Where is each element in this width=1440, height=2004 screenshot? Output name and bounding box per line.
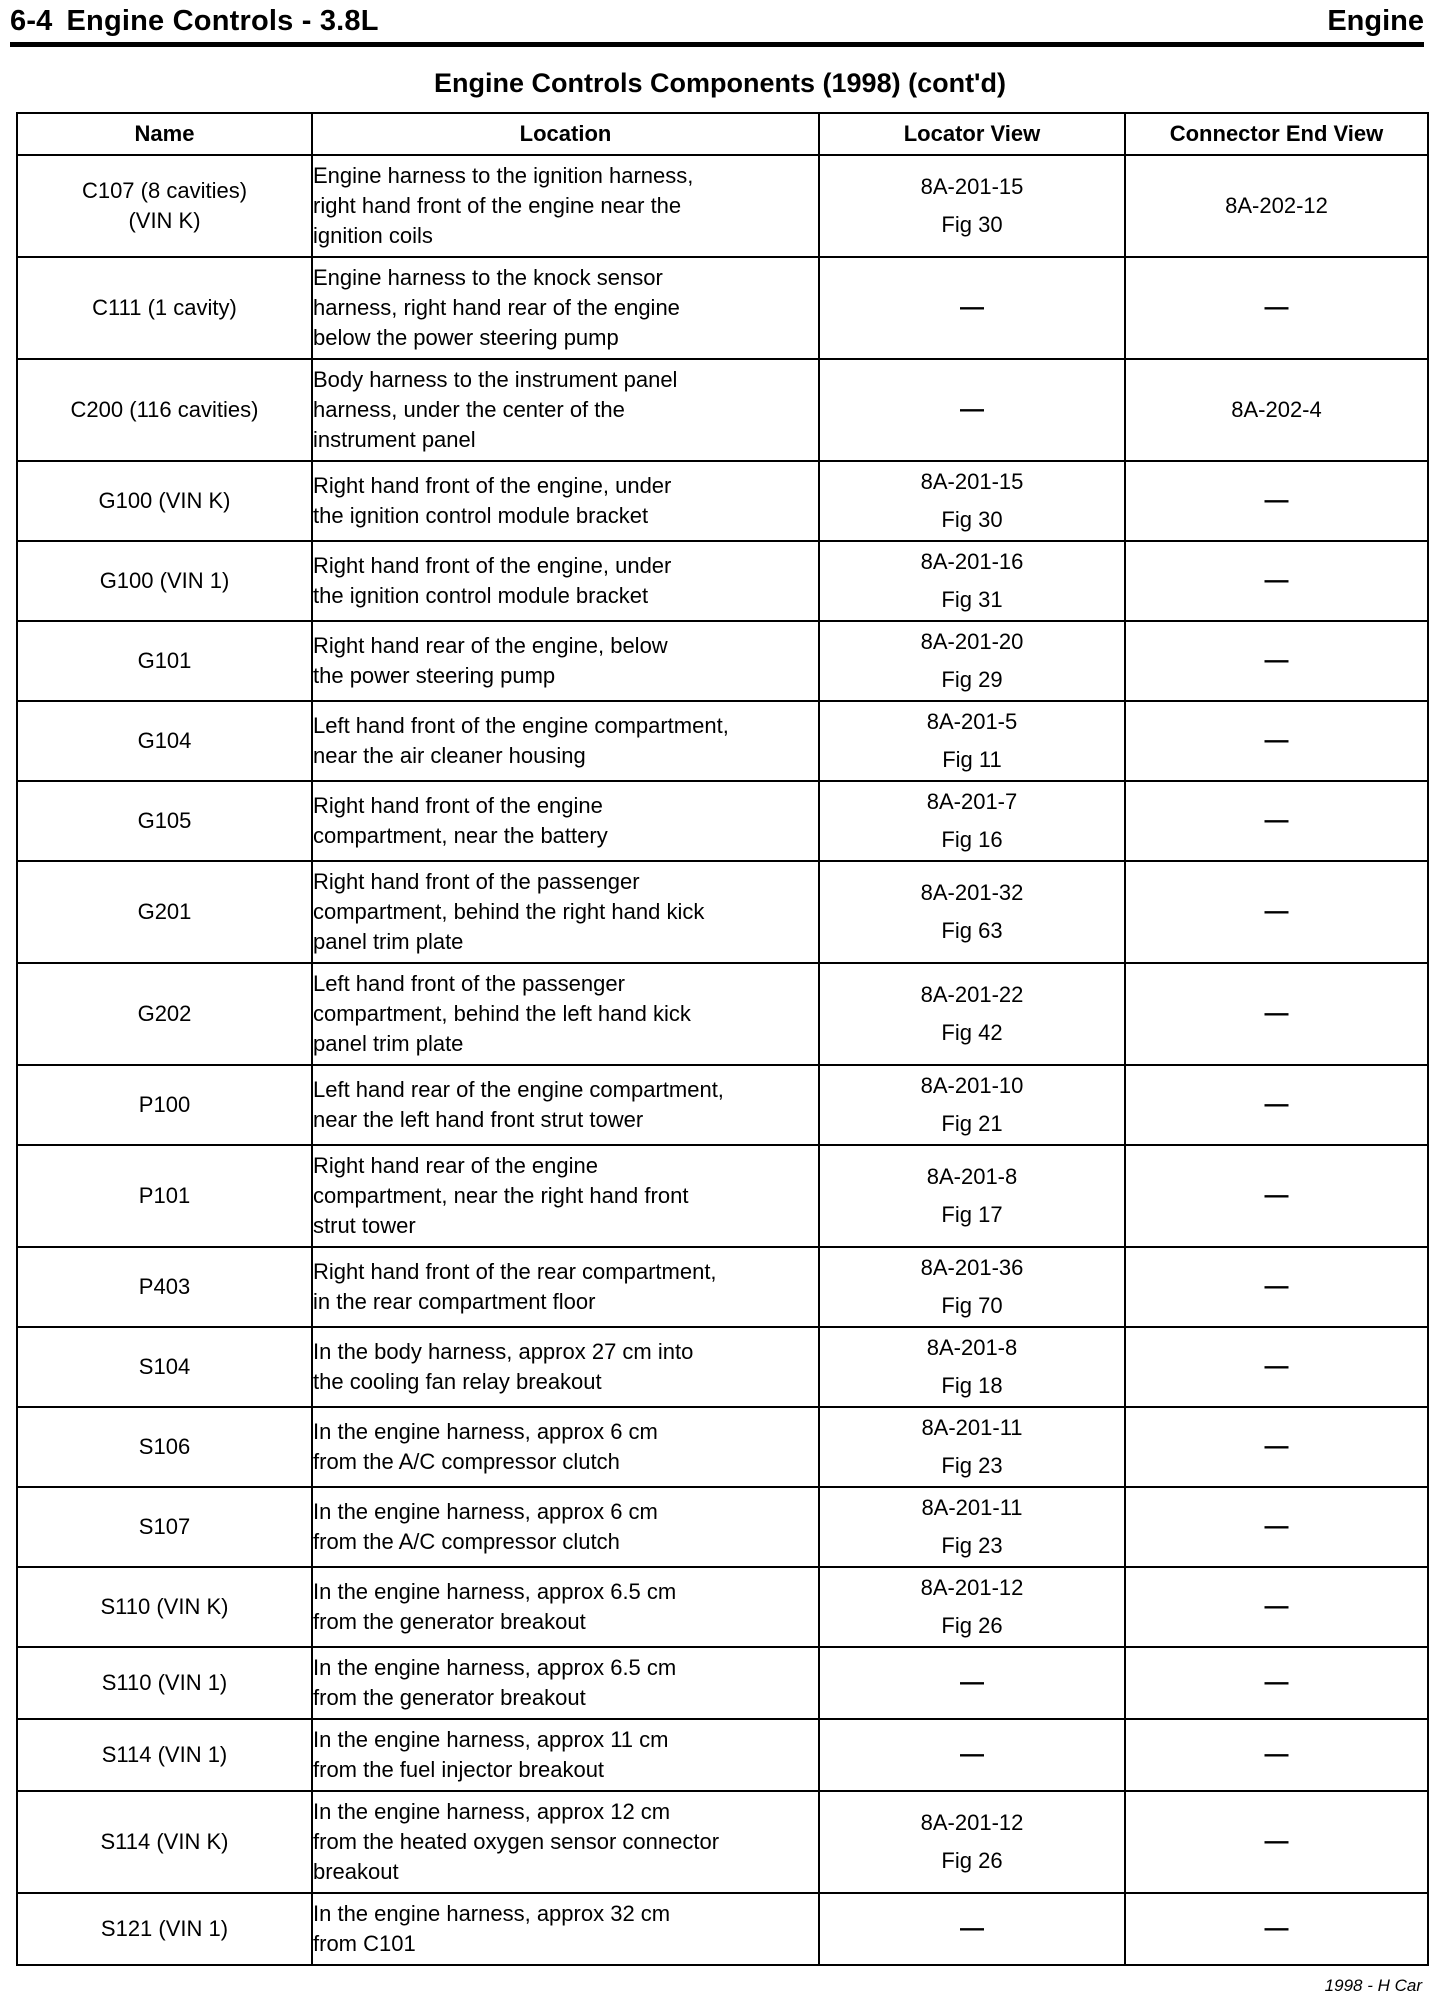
connector-value: — [1264,1741,1289,1768]
locator-line: 8A-201-36 [920,1255,1024,1280]
name-cell [17,1893,312,1965]
location-line: Right hand rear of the engine [313,1153,598,1178]
table-row [17,257,1428,359]
location-line: compartment, near the battery [313,823,608,848]
table-body [17,155,1428,1965]
locator-view-cell [819,1145,1125,1247]
name-line: C111 (1 cavity) [92,295,237,320]
table-row [17,1719,1428,1791]
name-line: G104 [137,728,192,753]
name-line: G201 [137,899,192,924]
name-line: S106 [138,1434,191,1459]
location-line: instrument panel [313,427,476,452]
name-line: P100 [138,1092,191,1117]
name-cell [17,1327,312,1407]
connector-end-view-cell [1125,1719,1428,1791]
location-line: from the A/C compressor clutch [313,1529,620,1554]
locator-view-cell [819,1719,1125,1791]
name-cell [17,1791,312,1893]
name-line: C200 (116 cavities) [70,397,259,422]
location-cell [312,621,819,701]
locator-line: Fig 30 [941,212,1003,237]
location-line: the ignition control module bracket [313,503,649,528]
location-line: Left hand rear of the engine compartment, [313,1077,724,1102]
table-row [17,701,1428,781]
name-line: S107 [138,1514,191,1539]
name-line: P101 [138,1183,191,1208]
table-row [17,1065,1428,1145]
location-line: the ignition control module bracket [313,583,649,608]
locator-line: 8A-201-5 [926,709,1018,734]
connector-end-view-cell [1125,461,1428,541]
category-label: Engine [1327,5,1424,37]
connector-end-view-cell [1125,359,1428,461]
table-row [17,1487,1428,1567]
name-cell [17,1247,312,1327]
location-line: below the power steering pump [313,325,619,350]
column-header-connector-end-view: Connector End View [1125,113,1428,155]
location-line: Body harness to the instrument panel [313,367,678,392]
column-header-location: Location [312,113,819,155]
connector-end-view-cell [1125,963,1428,1065]
locator-view-cell [819,257,1125,359]
locator-line: Fig 21 [941,1111,1003,1136]
locator-view-cell [819,1065,1125,1145]
location-line: panel trim plate [313,929,464,954]
location-line: compartment, behind the right hand kick [313,899,705,924]
locator-line: Fig 18 [941,1373,1003,1398]
table-row [17,1407,1428,1487]
location-cell [312,1247,819,1327]
connector-end-view-cell [1125,1893,1428,1965]
table-header-row [17,113,1428,155]
location-line: Engine harness to the knock sensor [313,265,663,290]
locator-view-cell [819,621,1125,701]
connector-end-view-cell [1125,257,1428,359]
connector-value: — [1264,1353,1289,1380]
name-line: S121 (VIN 1) [100,1916,229,1941]
location-line: Right hand front of the engine [313,793,603,818]
location-line: ignition coils [313,223,433,248]
location-line: Right hand front of the passenger [313,869,640,894]
locator-line: — [960,396,984,423]
table-row [17,1327,1428,1407]
locator-line: 8A-201-11 [921,1495,1023,1520]
connector-value: — [1264,1915,1289,1942]
name-cell [17,1065,312,1145]
connector-end-view-cell [1125,861,1428,963]
locator-line: Fig 16 [941,827,1003,852]
locator-line: Fig 29 [941,667,1003,692]
name-cell [17,1487,312,1567]
name-cell [17,1567,312,1647]
name-line: S114 (VIN K) [100,1829,229,1854]
table-row [17,1647,1428,1719]
locator-view-cell [819,461,1125,541]
table-row [17,1893,1428,1965]
location-cell [312,1893,819,1965]
locator-line: 8A-201-11 [921,1415,1023,1440]
location-cell [312,1327,819,1407]
locator-line: 8A-201-12 [920,1810,1024,1835]
location-line: In the engine harness, approx 6 cm [313,1499,658,1524]
locator-line: Fig 63 [941,918,1003,943]
name-line: G100 (VIN 1) [99,568,230,593]
table-row [17,1145,1428,1247]
connector-end-view-cell [1125,1145,1428,1247]
location-line: panel trim plate [313,1031,464,1056]
locator-view-cell [819,1647,1125,1719]
section-number: 6-4 [10,5,53,37]
name-line: G100 (VIN K) [98,488,231,513]
connector-value: — [1264,1182,1289,1209]
location-line: harness, right hand rear of the engine [313,295,680,320]
locator-view-cell [819,1327,1125,1407]
location-line: Engine harness to the ignition harness, [313,163,694,188]
table-row [17,1567,1428,1647]
connector-end-view-cell [1125,1065,1428,1145]
location-cell [312,155,819,257]
location-cell [312,861,819,963]
table-row [17,861,1428,963]
table-row [17,781,1428,861]
table-row [17,359,1428,461]
location-cell [312,963,819,1065]
connector-value: — [1264,727,1289,754]
connector-value: — [1264,1669,1289,1696]
name-cell [17,155,312,257]
locator-view-cell [819,861,1125,963]
name-cell [17,257,312,359]
locator-line: Fig 42 [941,1020,1003,1045]
locator-line: 8A-201-32 [920,880,1024,905]
connector-value: — [1264,1513,1289,1540]
location-line: from C101 [313,1931,416,1956]
locator-line: 8A-201-8 [926,1335,1018,1360]
connector-end-view-cell [1125,781,1428,861]
connector-value: — [1264,1433,1289,1460]
name-line: G202 [137,1001,192,1026]
table-row [17,1791,1428,1893]
connector-end-view-cell [1125,1791,1428,1893]
location-line: In the engine harness, approx 11 cm [313,1727,669,1752]
location-cell [312,541,819,621]
locator-line: Fig 23 [941,1453,1003,1478]
locator-line: 8A-201-16 [920,549,1024,574]
locator-line: Fig 11 [942,747,1002,772]
column-header-locator-view: Locator View [819,113,1125,155]
location-cell [312,781,819,861]
page-footer: 1998 - H Car [1324,1976,1422,1995]
locator-line: 8A-201-15 [920,174,1024,199]
locator-line: Fig 70 [941,1293,1003,1318]
location-line: breakout [313,1859,399,1884]
locator-line: Fig 30 [941,507,1003,532]
name-cell [17,963,312,1065]
locator-view-cell [819,359,1125,461]
location-line: harness, under the center of the [313,397,625,422]
location-cell [312,257,819,359]
location-line: compartment, behind the left hand kick [313,1001,691,1026]
connector-end-view-cell [1125,155,1428,257]
location-line: from the heated oxygen sensor connector [313,1829,720,1854]
connector-value: — [1264,294,1289,321]
connector-value: — [1264,1828,1289,1855]
name-cell [17,781,312,861]
location-line: from the A/C compressor clutch [313,1449,620,1474]
page-header [10,2,1424,47]
name-line: S110 (VIN 1) [101,1670,228,1695]
name-line: S104 [138,1354,191,1379]
name-cell [17,861,312,963]
connector-value: — [1264,567,1289,594]
connector-end-view-cell [1125,541,1428,621]
location-line: Left hand front of the passenger [313,971,625,996]
location-cell [312,1567,819,1647]
locator-line: 8A-201-10 [920,1073,1024,1098]
table-row [17,155,1428,257]
locator-line: — [960,1669,984,1696]
location-line: the cooling fan relay breakout [313,1369,602,1394]
locator-view-cell [819,1487,1125,1567]
location-cell [312,1407,819,1487]
locator-view-cell [819,781,1125,861]
locator-line: — [960,1915,984,1942]
table-row [17,1247,1428,1327]
name-line: P403 [138,1274,191,1299]
location-line: Right hand front of the rear compartment, [313,1259,717,1284]
locator-line: 8A-201-8 [926,1164,1018,1189]
name-cell [17,359,312,461]
connector-end-view-cell [1125,1567,1428,1647]
locator-line: 8A-201-15 [920,469,1024,494]
location-cell [312,359,819,461]
location-line: In the engine harness, approx 12 cm [313,1799,671,1824]
connector-value: — [1264,1091,1289,1118]
locator-line: 8A-201-12 [920,1575,1024,1600]
locator-line: Fig 31 [941,587,1003,612]
connector-end-view-cell [1125,1407,1428,1487]
location-cell [312,1065,819,1145]
locator-line: 8A-201-22 [920,982,1024,1007]
locator-view-cell [819,701,1125,781]
connector-value: — [1264,807,1289,834]
connector-value: — [1264,647,1289,674]
location-cell [312,1145,819,1247]
connector-end-view-cell [1125,1247,1428,1327]
location-line: In the body harness, approx 27 cm into [313,1339,694,1364]
location-line: strut tower [313,1213,416,1238]
location-line: In the engine harness, approx 6 cm [313,1419,658,1444]
location-line: from the fuel injector breakout [313,1757,605,1782]
location-line: compartment, near the right hand front [313,1183,689,1208]
connector-value: 8A-202-4 [1231,397,1322,422]
locator-line: — [960,294,984,321]
connector-end-view-cell [1125,1487,1428,1567]
connector-value: — [1264,487,1289,514]
connector-end-view-cell [1125,621,1428,701]
name-line: C107 (8 cavities) [81,178,248,203]
locator-view-cell [819,1791,1125,1893]
location-line: near the left hand front strut tower [313,1107,644,1132]
location-line: from the generator breakout [313,1685,586,1710]
locator-view-cell [819,1407,1125,1487]
locator-view-cell [819,1567,1125,1647]
name-line: S110 (VIN K) [100,1594,229,1619]
connector-value: — [1264,1000,1289,1027]
connector-value: — [1264,1593,1289,1620]
name-line: S114 (VIN 1) [101,1742,228,1767]
location-cell [312,1719,819,1791]
locator-line: 8A-201-20 [920,629,1024,654]
location-cell [312,1487,819,1567]
table-row [17,621,1428,701]
locator-view-cell [819,1247,1125,1327]
locator-view-cell [819,963,1125,1065]
table-title: Engine Controls Components (1998) (cont'd) [434,68,1006,98]
locator-line: 8A-201-7 [926,789,1018,814]
locator-line: Fig 23 [941,1533,1003,1558]
locator-view-cell [819,541,1125,621]
name-cell [17,1407,312,1487]
components-table [16,112,1429,1966]
connector-end-view-cell [1125,701,1428,781]
name-cell [17,701,312,781]
location-line: Right hand front of the engine, under [313,473,672,498]
table-row [17,541,1428,621]
section-heading [10,5,379,38]
location-cell [312,461,819,541]
location-line: Right hand front of the engine, under [313,553,672,578]
name-cell [17,541,312,621]
location-cell [312,1647,819,1719]
locator-view-cell [819,1893,1125,1965]
connector-end-view-cell [1125,1327,1428,1407]
table-row [17,963,1428,1065]
name-cell [17,461,312,541]
location-line: In the engine harness, approx 6.5 cm [313,1579,677,1604]
location-line: near the air cleaner housing [313,743,586,768]
location-cell [312,1791,819,1893]
connector-end-view-cell [1125,1647,1428,1719]
location-cell [312,701,819,781]
name-cell [17,621,312,701]
section-title: Engine Controls - 3.8L [66,5,379,37]
name-cell [17,1719,312,1791]
connector-value: — [1264,898,1289,925]
locator-line: — [960,1741,984,1768]
locator-line: Fig 17 [941,1202,1003,1227]
name-line: (VIN K) [128,208,201,233]
location-line: the power steering pump [313,663,556,688]
location-line: right hand front of the engine near the [313,193,682,218]
location-line: Right hand rear of the engine, below [313,633,668,658]
locator-line: Fig 26 [941,1613,1003,1638]
table-row [17,461,1428,541]
name-cell [17,1145,312,1247]
location-line: in the rear compartment floor [313,1289,596,1314]
connector-value: 8A-202-12 [1225,193,1328,218]
connector-value: — [1264,1273,1289,1300]
location-line: from the generator breakout [313,1609,586,1634]
locator-view-cell [819,155,1125,257]
locator-line: Fig 26 [941,1848,1003,1873]
location-line: In the engine harness, approx 32 cm [313,1901,671,1926]
location-line: Left hand front of the engine compartment, [313,713,729,738]
name-line: G101 [137,648,192,673]
name-cell [17,1647,312,1719]
column-header-name: Name [17,113,312,155]
name-line: G105 [137,808,192,833]
location-line: In the engine harness, approx 6.5 cm [313,1655,677,1680]
